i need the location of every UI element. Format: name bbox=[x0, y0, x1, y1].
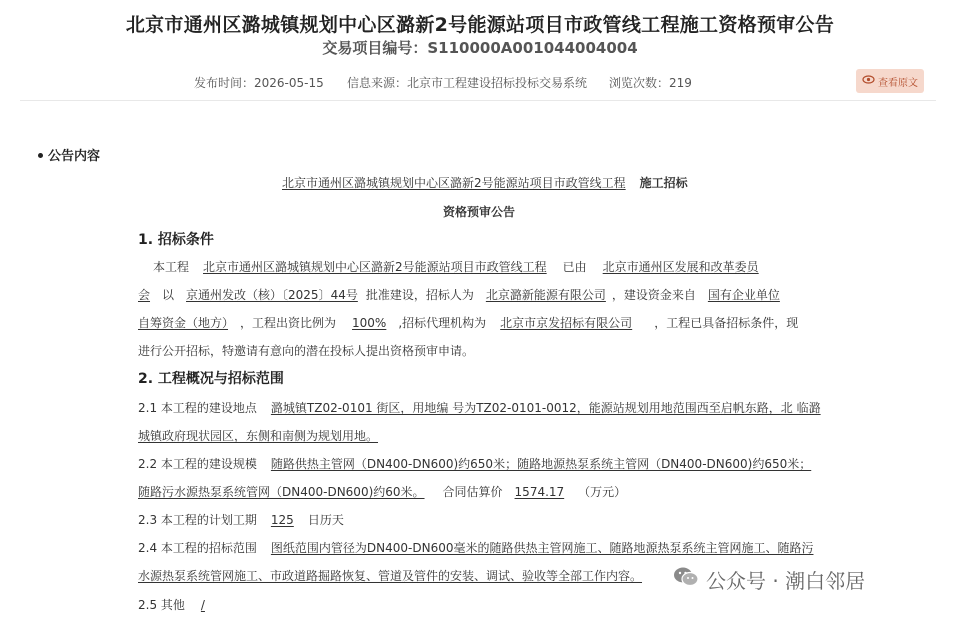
s24-line1: 2.4 本工程的招标范围 图纸范围内管径为DN400-DN600毫米的随路供热主管网施工、随路地源热泵系统主管网施工、随路污 bbox=[138, 541, 814, 555]
view-count: 浏览次数：219 bbox=[609, 76, 692, 90]
doc-heading-line2: 资格预审公告 bbox=[443, 205, 516, 219]
project-number: 交易项目编号：S110000A001044004004 bbox=[322, 39, 638, 57]
page-title: 北京市通州区潞城镇规划中心区潞新2号能源站项目市政管线工程施工资格预审公告 bbox=[125, 14, 835, 36]
s23-line: 2.3 本工程的计划工期 125 日历天 bbox=[138, 513, 344, 527]
s1-line4: 进行公开招标，特邀请有意向的潜在投标人提出资格预审申请。 bbox=[138, 344, 475, 358]
s25-line: 2.5 其他 / bbox=[138, 598, 205, 612]
section-heading: 公告内容 bbox=[38, 145, 100, 164]
bullet-icon bbox=[38, 153, 43, 158]
doc-heading: 北京市通州区潞城镇规划中心区潞新2号能源站项目市政管线工程 施工招标 bbox=[282, 176, 688, 190]
s21-line2: 城镇政府现状园区，东侧和南侧为规划用地。 bbox=[138, 429, 379, 443]
s1-line1: 本工程 北京市通州区潞城镇规划中心区潞新2号能源站项目市政管线工程 已由 北京市通州区发展和改革委员 bbox=[153, 260, 759, 274]
section-1-title: 1. 招标条件 bbox=[138, 232, 214, 248]
section-2-title: 2. 工程概况与招标范围 bbox=[138, 371, 284, 387]
view-original-button[interactable] bbox=[856, 69, 924, 93]
s21-line1: 2.1 本工程的建设地点 潞城镇TZ02-0101 街区，用地编 号为TZ02-0101-0012，能源站规划用地范围西至启帆东路，北 临潞 bbox=[138, 401, 821, 415]
s24-line2: 水源热泵系统管网施工、市政道路掘路恢复、管道及管件的安装、调试、验收等全部工作内容。 bbox=[138, 569, 643, 583]
s22-line2: 随路污水源热泵系统管网（DN400-DN600)约60米。 合同估算价 1574.17 （万元） bbox=[138, 485, 627, 499]
s22-line1: 2.2 本工程的建设规模 随路供热主管网（DN400-DN600)约650米；随路地源热泵系统主管网（DN400-DN600)约650米； bbox=[138, 457, 812, 471]
s1-line3: 自筹资金（地方） ，工程出资比例为 100% ,招标代理机构为 北京市京发招标有限公司 ，工程已具备招标条件，现 bbox=[138, 316, 799, 330]
watermark-text: 公众号 · 潮白邻居 bbox=[706, 569, 866, 593]
info-source: 信息来源：北京市工程建设招标投标交易系统 bbox=[347, 76, 588, 90]
view-original-label: 查看原文 bbox=[878, 77, 918, 89]
eye-icon bbox=[862, 75, 875, 87]
wechat-icon bbox=[672, 565, 700, 594]
publish-time: 发布时间：2026-05-15 bbox=[194, 76, 324, 90]
s1-line2: 会 以 京通州发改（核）〔2025〕44号 批准建设，招标人为 北京潞新能源有限公司 ，建设资金来自 国有企业单位 bbox=[138, 288, 780, 302]
watermark bbox=[672, 565, 865, 594]
header-divider bbox=[20, 100, 936, 101]
